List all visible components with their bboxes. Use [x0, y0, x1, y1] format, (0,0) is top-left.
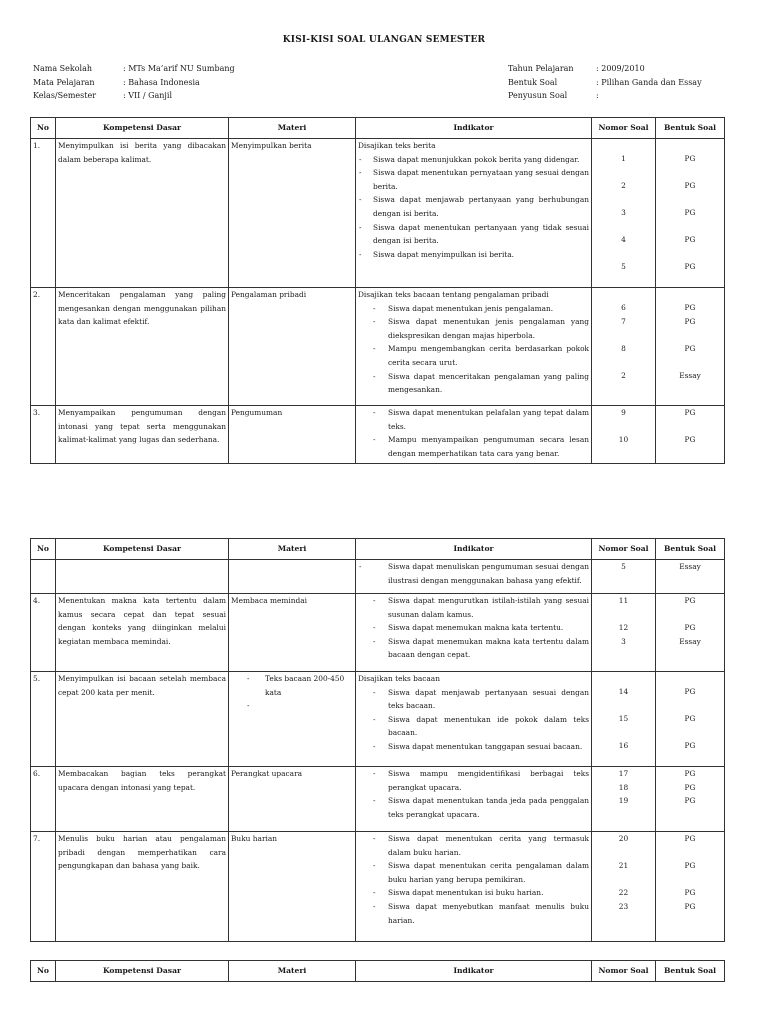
header-bentuk-soal: Bentuk Soal: [656, 961, 725, 982]
header-materi: Materi: [229, 961, 356, 982]
indikator: [356, 139, 592, 288]
bentuk-soal: PG PG Essay: [656, 594, 725, 672]
meta-key: Penyusun Soal: [508, 91, 568, 100]
indikator-item: - Mampu menyampaikan pengumuman secara lesan dengan memperhatikan tata cara yang benar.: [373, 435, 589, 458]
indikator-intro: Disajikan teks bacaan: [358, 674, 440, 683]
header-nomor-soal: Nomor Soal: [592, 539, 656, 560]
header-kompetensi-dasar: Kompetensi Dasar: [56, 539, 229, 560]
kompetensi-dasar: Menceritakan pengalaman yang paling mengesankan dengan menggunakan pilihan kata dan kalimat efektif.: [56, 288, 229, 406]
indikator: [356, 672, 592, 767]
header-materi: Materi: [229, 118, 356, 139]
header-no: No: [31, 118, 56, 139]
bentuk-soal: PG PG PG Essay: [656, 288, 725, 406]
header-materi: Materi: [229, 539, 356, 560]
header-nomor-soal: Nomor Soal: [592, 118, 656, 139]
header-indikator: Indikator: [356, 118, 592, 139]
meta-value: : Bahasa Indonesia: [123, 77, 200, 87]
indikator-item: - Siswa dapat menentukan pertanyaan yang tidak sesuai dengan isi berita.: [359, 222, 589, 246]
bentuk-soal: PG PG: [656, 406, 725, 464]
kompetensi-dasar: Menyimpulkan isi bacaan setelah membaca cepat 200 kata per menit.: [56, 672, 229, 767]
table-row: [31, 560, 725, 594]
indikator-item: - Siswa dapat menentukan cerita yang termasuk dalam buku harian.: [373, 834, 589, 857]
header-no: No: [31, 961, 56, 982]
meta-value: : 2009/2010: [596, 64, 645, 73]
materi: [229, 560, 356, 594]
nomor-soal: 6 7 8 2: [592, 288, 656, 406]
kisi-table-3: [30, 960, 725, 982]
materi: Buku harian: [229, 832, 356, 942]
meta-key: Tahun Pelajaran: [508, 64, 574, 73]
kompetensi-dasar: Menulis buku harian atau pengalaman pribadi dengan memperhatikan cara pengungkapan dan bahasa yang baik.: [56, 832, 229, 942]
row-number: 4.: [31, 594, 56, 672]
table-header-row: [31, 118, 725, 139]
table-row: [31, 594, 725, 672]
indikator-item: - Siswa dapat menentukan jenis pengalaman.: [373, 303, 554, 313]
kisi-table-1: [30, 117, 725, 464]
header-nomor-soal: Nomor Soal: [592, 961, 656, 982]
materi-item: - Teks bacaan 200-450 kata: [247, 674, 345, 697]
indikator-item: - Siswa dapat menentukan pelafalan yang tepat dalam teks.: [373, 408, 589, 431]
meta-key: Kelas/Semester: [33, 91, 97, 100]
indikator-intro: Disajikan teks berita: [358, 141, 436, 150]
table-row: [31, 767, 725, 832]
indikator-item: - Siswa dapat menemukan makna kata tertentu dalam bacaan dengan cepat.: [373, 636, 589, 660]
document-title: KISI-KISI SOAL ULANGAN SEMESTER: [282, 35, 486, 45]
table-header-row: [31, 961, 725, 982]
header-bentuk-soal: Bentuk Soal: [656, 118, 725, 139]
nomor-soal: 11 12 3: [592, 594, 656, 672]
indikator-item: - Siswa dapat menyimpulkan isi berita.: [359, 249, 515, 259]
materi: Perangkat upacara: [229, 767, 356, 832]
materi: Pengumuman: [229, 406, 356, 464]
indikator: [356, 594, 592, 672]
meta-value: : Pilihan Ganda dan Essay: [596, 77, 702, 87]
table-row: [31, 832, 725, 942]
meta-key: Nama Sekolah: [33, 64, 93, 73]
kompetensi-dasar: Menentukan makna kata tertentu dalam kamus secara cepat dan tepat sesuai dengan konteks yang diinginkan melalui kegiatan membaca memindai.: [56, 594, 229, 672]
bentuk-soal: PG PG PG: [656, 672, 725, 767]
nomor-soal: 9 10: [592, 406, 656, 464]
indikator: [356, 560, 592, 594]
nomor-soal: 20 21 22 23: [592, 832, 656, 942]
materi: [229, 672, 356, 767]
header-kompetensi-dasar: Kompetensi Dasar: [56, 118, 229, 139]
meta-key: Mata Pelajaran: [33, 77, 95, 87]
table-row: [31, 406, 725, 464]
indikator-item: - Siswa dapat mengurutkan istilah-istilah yang sesuai susunan dalam kamus.: [373, 596, 589, 619]
table-row: [31, 288, 725, 406]
indikator-item: - Siswa dapat menentukan tanggapan sesuai bacaan.: [373, 741, 583, 751]
indikator-item: - Siswa dapat menentukan jenis pengalaman yang diekspresikan dengan majas hiperbola.: [373, 317, 589, 340]
nomor-soal: 17 18 19: [592, 767, 656, 832]
materi: Menyimpulkan berita: [229, 139, 356, 288]
header-indikator: Indikator: [356, 539, 592, 560]
bentuk-soal: Essay: [656, 560, 725, 594]
nomor-soal: 1 2 3 4 5: [592, 139, 656, 288]
bentuk-soal: PG PG PG PG PG: [656, 139, 725, 288]
meta-left: [33, 62, 235, 103]
row-number: 6.: [31, 767, 56, 832]
table-header-row: [31, 539, 725, 560]
kompetensi-dasar: Menyampaikan pengumuman dengan intonasi yang tepat serta menggunakan kalimat-kalimat yang lugas dan sederhana.: [56, 406, 229, 464]
row-number: 1.: [31, 139, 56, 288]
kisi-table-2: [30, 538, 725, 942]
indikator-item: - Siswa dapat menjawab pertanyaan yang berhubungan dengan isi berita.: [359, 195, 589, 218]
indikator-item: - Siswa dapat menentukan tanda jeda pada penggalan teks perangkat upacara.: [373, 796, 589, 819]
materi: Pengalaman pribadi: [229, 288, 356, 406]
kompetensi-dasar: [56, 560, 229, 594]
bentuk-soal: PG PG PG PG: [656, 832, 725, 942]
header-no: No: [31, 539, 56, 560]
indikator-item: - Siswa dapat menjawab pertanyaan sesuai dengan teks bacaan.: [373, 687, 589, 711]
row-number: 5.: [31, 672, 56, 767]
indikator-intro: Disajikan teks bacaan tentang pengalaman pribadi: [358, 290, 549, 299]
table-row: [31, 139, 725, 288]
indikator: [356, 288, 592, 406]
indikator-item: - Siswa dapat menentukan ide pokok dalam teks bacaan.: [373, 714, 589, 738]
indikator-item: - Siswa dapat menentukan pernyataan yang sesuai dengan berita.: [359, 168, 589, 191]
indikator-item: - Siswa dapat menemukan makna kata tertentu.: [373, 623, 564, 633]
kompetensi-dasar: Membacakan bagian teks perangkat upacara dengan intonasi yang tepat.: [56, 767, 229, 832]
materi-item: -: [247, 701, 250, 711]
indikator-item: - Siswa mampu mengidentifikasi berbagai teks perangkat upacara.: [373, 769, 589, 792]
bentuk-soal: PG PG PG: [656, 767, 725, 832]
header-bentuk-soal: Bentuk Soal: [656, 539, 725, 560]
meta-key: Bentuk Soal: [508, 77, 558, 87]
indikator-item: - Siswa dapat menyebutkan manfaat menulis buku harian.: [373, 901, 589, 925]
indikator-item: - Mampu mengembangkan cerita berdasarkan pokok cerita secara urut.: [373, 344, 589, 367]
indikator: [356, 767, 592, 832]
meta-value: :: [596, 91, 599, 100]
header-indikator: Indikator: [356, 961, 592, 982]
row-number: 3.: [31, 406, 56, 464]
row-number: [31, 560, 56, 594]
row-number: 7.: [31, 832, 56, 942]
table-row: [31, 672, 725, 767]
row-number: 2.: [31, 288, 56, 406]
indikator-item: - Siswa dapat menentukan isi buku harian.: [373, 888, 544, 898]
kompetensi-dasar: Menyimpulkan isi berita yang dibacakan dalam beberapa kalimat.: [56, 139, 229, 288]
indikator-item: - Siswa dapat menentukan cerita pengalaman dalam buku harian yang berupa pemikiran.: [373, 861, 589, 884]
meta-right: [508, 62, 702, 103]
nomor-soal: 14 15 16: [592, 672, 656, 767]
indikator-item: - Siswa dapat menuliskan pengumuman sesuai dengan ilustrasi dengan menggunakan bahasa yang efektif.: [359, 562, 589, 585]
header-kompetensi-dasar: Kompetensi Dasar: [56, 961, 229, 982]
indikator-item: - Siswa dapat menceritakan pengalaman yang paling mengesankan.: [373, 371, 589, 395]
indikator: [356, 406, 592, 464]
indikator-item: - Siswa dapat menunjukkan pokok berita yang didengar.: [359, 154, 580, 164]
nomor-soal: 5: [592, 560, 656, 594]
meta-value: : MTs Ma’arif NU Sumbang: [123, 64, 235, 73]
meta-value: : VII / Ganjil: [123, 91, 173, 100]
materi: Membaca memindai: [229, 594, 356, 672]
indikator: [356, 832, 592, 942]
